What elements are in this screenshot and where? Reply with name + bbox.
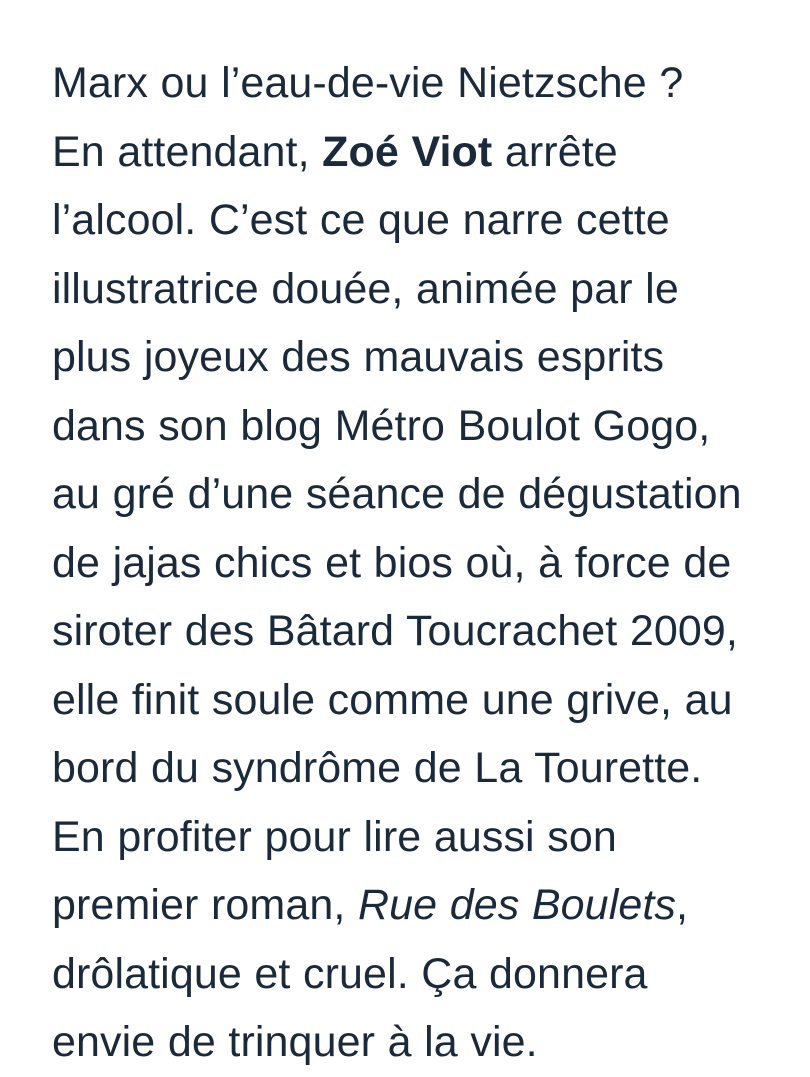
author-name: Zoé Viot xyxy=(322,127,493,176)
paragraph-segment-3: , drôlatique et cruel. Ça donnera envie de trinquer à la vie. xyxy=(52,881,689,1066)
book-title: Rue des Boulets xyxy=(357,881,677,929)
article-paragraph xyxy=(52,49,748,1077)
paragraph-segment-1: Marx ou l’eau-de-vie Nietzsche ? En attendant, xyxy=(52,59,684,176)
paragraph-segment-2: arrête l’alcool. C’est ce que narre cette illustratrice douée, animée par le plus joyeux des mauvais esprits dans son blog Métro Boulot Gogo, au gré d’une séance de dégustation de jajas chics et bios où, à force de siroter des Bâtard Toucrachet 2009, elle finit soule comme une grive, au bord du syndrôme de La Tourette. En profiter pour lire aussi son premier roman, xyxy=(52,127,742,929)
